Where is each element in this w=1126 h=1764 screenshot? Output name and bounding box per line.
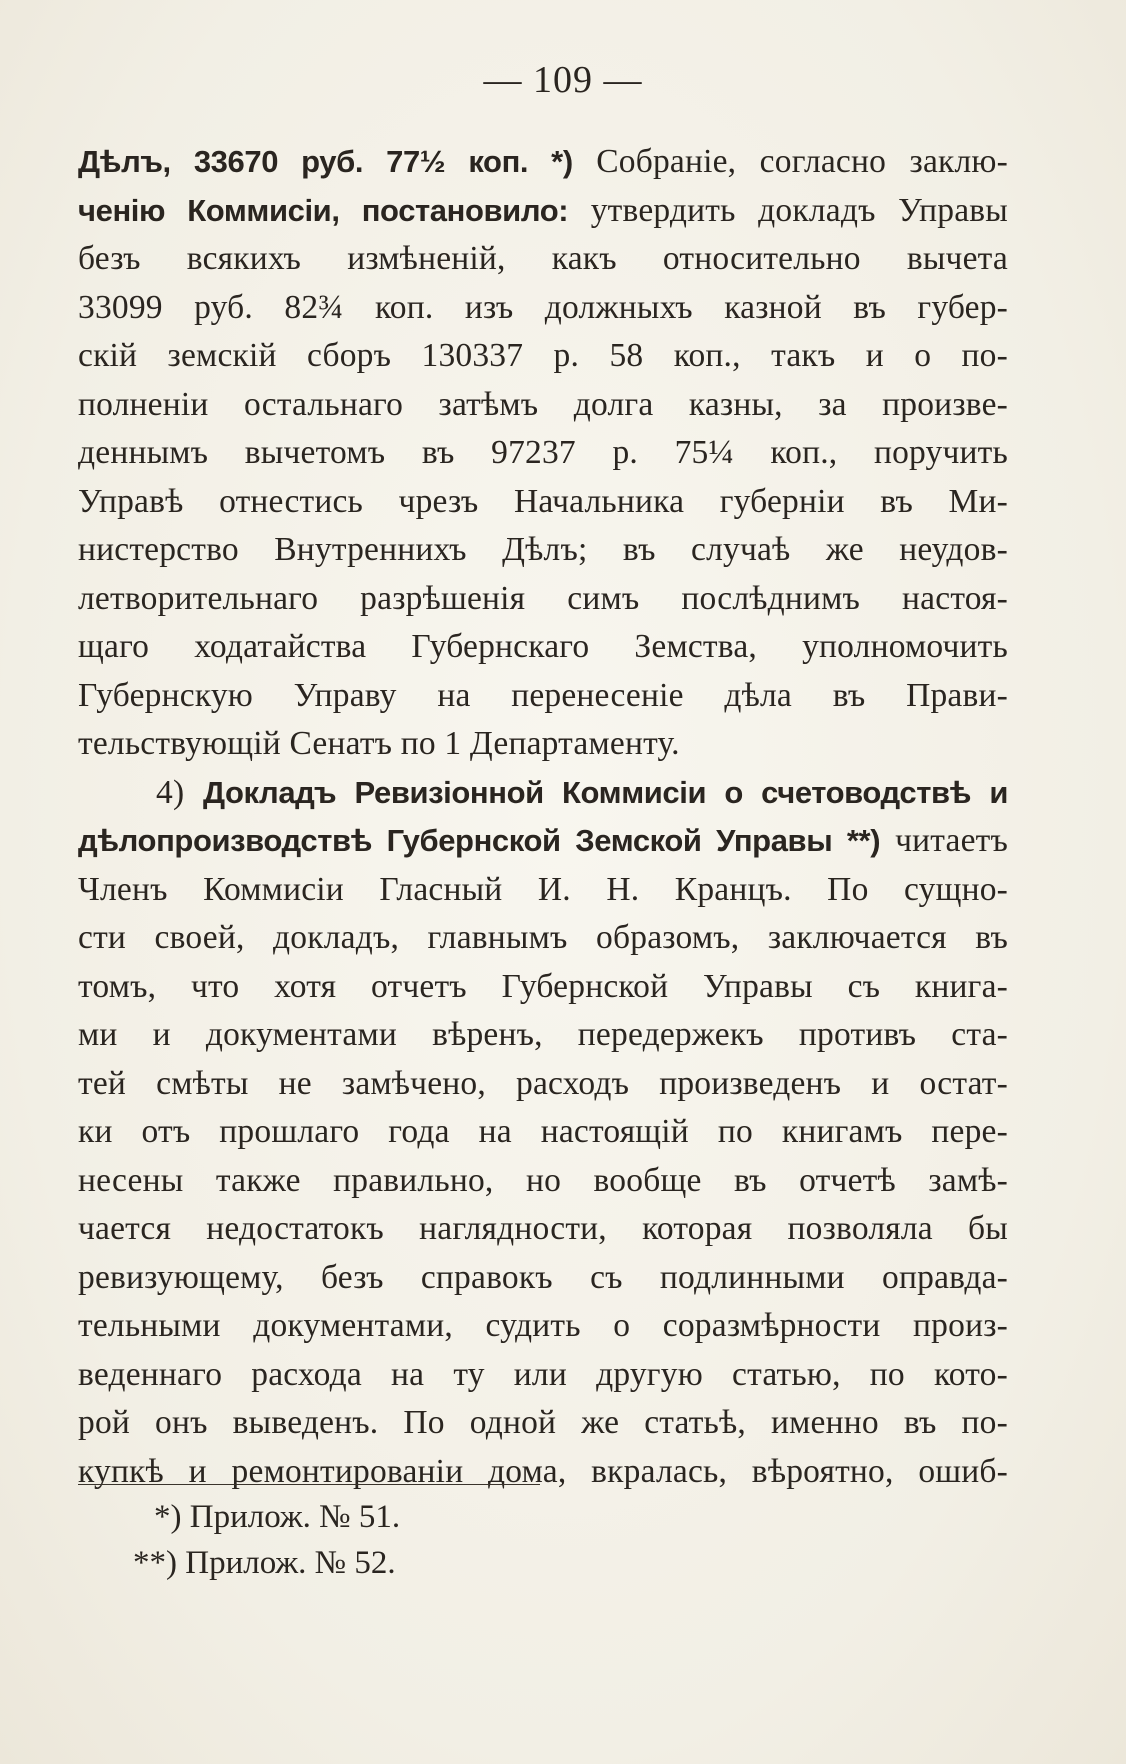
- text-line: [78, 1302, 1008, 1351]
- text-line: [78, 1108, 1008, 1157]
- text-segment: ки отъ прошлаго года на настоящій по книгамъ пере-: [78, 1113, 1008, 1150]
- text-segment: ревизующему, безъ справокъ съ подлинными оправда-: [78, 1258, 1008, 1296]
- text-line: [78, 1011, 1008, 1060]
- text-line: [78, 235, 1008, 284]
- text-segment: тей смѣты не замѣчено, расходъ произведенъ и остат-: [78, 1064, 1008, 1102]
- text-line: [78, 1254, 1008, 1303]
- text-segment: 4): [156, 773, 203, 811]
- text-line: [78, 1399, 1008, 1448]
- text-segment: щаго ходатайства Губернскаго Земства, уполномочить: [78, 628, 1008, 665]
- text-line: [78, 429, 1008, 478]
- text-line: [78, 672, 1008, 721]
- text-line: [78, 963, 1008, 1012]
- text-segment: Губернскую Управу на перенесеніе дѣла въ Прави-: [78, 676, 1008, 714]
- text-line: [78, 332, 1008, 381]
- text-segment: томъ, что хотя отчетъ Губернской Управы съ книга-: [78, 967, 1008, 1005]
- text-segment: Членъ Коммисіи Гласный И. Н. Кранцъ. По сущно-: [78, 870, 1008, 908]
- body-text: [78, 138, 1008, 1496]
- footnote-divider: [78, 1484, 540, 1485]
- text-line: [78, 1060, 1008, 1109]
- bold-text-segment: ченію Коммисіи, постановило:: [78, 192, 569, 228]
- text-line: [78, 381, 1008, 430]
- text-segment: полненіи остальнаго затѣмъ долга казны, за произве-: [78, 385, 1008, 423]
- text-segment: тельствующій Сенатъ по 1 Департаменту.: [78, 725, 680, 762]
- text-segment: Собраніе, согласно заклю-: [572, 143, 1008, 180]
- text-segment: ми и документами вѣренъ, передержекъ противъ ста-: [78, 1016, 1008, 1053]
- text-segment: деннымъ вычетомъ въ 97237 р. 75¼ коп., поручить: [78, 434, 1008, 471]
- text-segment: скій земскій сборъ 130337 р. 58 коп., такъ и о по-: [78, 337, 1008, 374]
- page-number: — 109 —: [483, 59, 643, 101]
- text-line: [78, 866, 1008, 915]
- text-line: [78, 1448, 1008, 1497]
- text-line: [78, 1205, 1008, 1254]
- text-line: [78, 623, 1008, 672]
- footnote: *) Прилож. № 51.: [154, 1499, 401, 1535]
- text-line: [78, 769, 1008, 818]
- text-line: [78, 817, 1008, 866]
- text-segment: веденнаго расхода на ту или другую статью, по кото-: [78, 1355, 1008, 1393]
- text-line: [78, 720, 1008, 769]
- bold-text-segment: Докладъ Ревизіонной Коммисіи о счетоводствѣ и: [202, 774, 1008, 810]
- bold-text-segment: Дѣлъ, 33670 руб. 77½ коп. *): [78, 144, 573, 179]
- text-segment: купкѣ и ремонтированіи дома, вкралась, вѣроятно, ошиб-: [78, 1452, 1008, 1490]
- text-line: [78, 284, 1008, 333]
- text-line: [78, 575, 1008, 624]
- text-segment: рой онъ выведенъ. По одной же статьѣ, именно въ по-: [78, 1404, 1008, 1441]
- text-line: [78, 478, 1008, 527]
- text-segment: чается недостатокъ наглядности, которая позволяла бы: [78, 1210, 1008, 1247]
- text-segment: читаетъ: [880, 822, 1008, 859]
- text-segment: безъ всякихъ измѣненій, какъ относительно вычета: [78, 240, 1008, 277]
- text-line: [78, 914, 1008, 963]
- bold-text-segment: дѣлопроизводствѣ Губернской Земской Управы **): [78, 823, 881, 858]
- text-segment: летворительнаго разрѣшенія симъ послѣднимъ настоя-: [78, 579, 1008, 617]
- text-segment: сти своей, докладъ, главнымъ образомъ, заключается въ: [78, 919, 1008, 956]
- footnotes: [78, 1494, 678, 1586]
- footnote: **) Прилож. № 52.: [133, 1545, 396, 1581]
- text-line: [78, 1157, 1008, 1206]
- text-line: [78, 1351, 1008, 1400]
- text-segment: тельными документами, судить о соразмѣрности произ-: [78, 1307, 1008, 1344]
- text-segment: 33099 руб. 82¾ коп. изъ должныхъ казной въ губер-: [78, 288, 1008, 326]
- text-segment: утвердить докладъ Управы: [568, 191, 1008, 229]
- text-segment: Управѣ отнестись чрезъ Начальника губерніи въ Ми-: [78, 482, 1008, 520]
- text-segment: нистерство Внутреннихъ Дѣлъ; въ случаѣ же неудов-: [78, 531, 1008, 568]
- text-segment: несены также правильно, но вообще въ отчетѣ замѣ-: [78, 1161, 1008, 1199]
- text-line: [78, 138, 1008, 187]
- text-line: [78, 187, 1008, 236]
- text-line: [78, 526, 1008, 575]
